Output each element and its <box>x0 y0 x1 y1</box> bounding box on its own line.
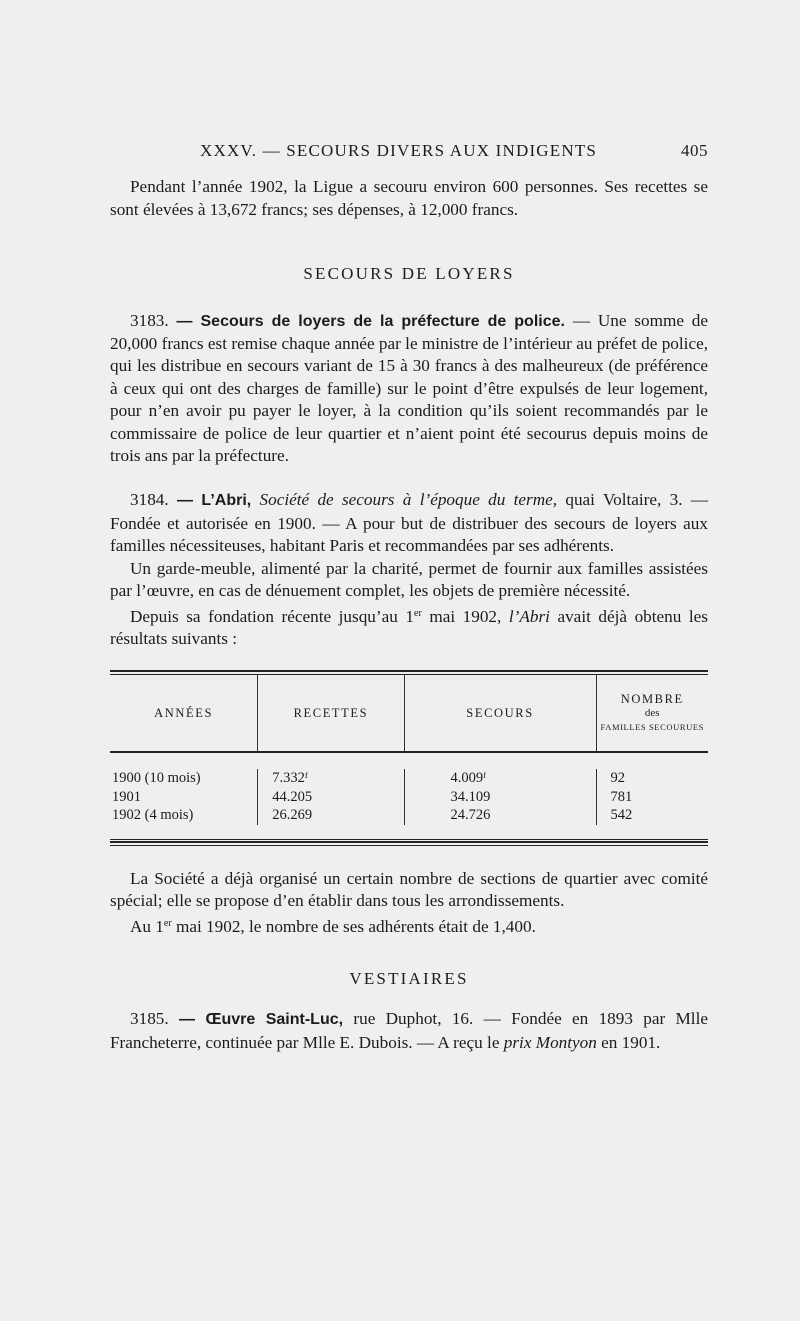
table-cell: 1900 (10 mois) <box>112 770 201 787</box>
entry-subtitle: Société de secours à l’époque du terme, <box>259 490 558 510</box>
column-annees <box>110 769 257 825</box>
table-cell: 7.332ᶠ <box>272 770 308 787</box>
header-nombre-line2: des <box>644 707 660 720</box>
entry-body: quai Voltaire, 3. — Fondée et autorisée en 1900. — A pour but de distribuer des secours de loyers aux familles nécessiteuses, habitant Paris et recommandées par ses adhérents. <box>110 490 709 556</box>
section-title-loyers: SECOURS DE LOYERS <box>303 264 515 284</box>
table-header <box>110 675 708 753</box>
table-cell: 24.726 <box>450 807 491 824</box>
header-nombre-line1: NOMBRE <box>620 692 684 707</box>
table-cell: 4.009ᶠ <box>450 770 487 787</box>
entry-number: 3183. <box>130 310 169 330</box>
book-page <box>110 140 708 1054</box>
table-cell: 1902 (4 mois) <box>112 807 194 824</box>
text: avait déjà obtenu les résultats suivants : <box>110 606 708 648</box>
header-nombre <box>596 675 708 751</box>
section-title-vestiaires: VESTIAIRES <box>349 969 469 989</box>
table-bottom-rule <box>110 841 708 846</box>
table-cell: 542 <box>610 807 633 824</box>
superscript: er <box>163 917 172 929</box>
entry-title: — Secours de loyers de la préfecture de police. <box>176 312 565 330</box>
table-cell: 1901 <box>112 788 141 805</box>
entry-3185 <box>110 1008 708 1054</box>
column-recettes <box>257 769 403 825</box>
entry-title: — L’Abri, <box>176 492 252 510</box>
superscript: er <box>414 607 422 619</box>
table-cell: 26.269 <box>272 807 313 824</box>
table-cell: 44.205 <box>272 788 313 805</box>
column-familles <box>596 769 708 825</box>
italic-text: l’Abri <box>508 606 550 626</box>
table-cell: 92 <box>610 770 626 787</box>
entry-body: rue Duphot, 16. — Fondée en 1893 par Mlle Francheterre, continuée par Mlle E. Dubois. — A reçu le <box>110 1009 708 1052</box>
header-nombre-line3: FAMILLES SECOURUES <box>600 722 704 733</box>
members-paragraph <box>110 913 708 938</box>
table-cell: 781 <box>610 788 633 805</box>
results-table <box>110 670 708 846</box>
entry-3183 <box>110 310 708 468</box>
header-recettes: RECETTES <box>257 675 403 751</box>
entry-3184-para3 <box>110 603 708 651</box>
text: mai 1902, le nombre de ses adhérents était de 1,400. <box>171 916 536 936</box>
table-cell: 34.109 <box>450 788 491 805</box>
header-secours: SECOURS <box>404 675 596 751</box>
entry-3184-para2: Un garde-meuble, alimenté par la charité, permet de fournir aux familles assistées par l’œuvre, en cas de dénuement complet, les objets de première nécessité. <box>110 558 708 601</box>
entry-number: 3185. <box>130 1009 169 1029</box>
column-secours <box>404 769 596 825</box>
entry-3184 <box>110 489 708 557</box>
entry-title: — Œuvre Saint-Luc, <box>179 1011 344 1029</box>
text: Depuis sa fondation récente jusqu’au 1 <box>130 606 414 626</box>
intro-paragraph: Pendant l’année 1902, la Ligue a secouru environ 600 personnes. Ses recettes se sont élevées à 13,672 francs; ses dépenses, à 12,000 francs. <box>110 177 708 219</box>
text: mai 1902, <box>421 606 509 626</box>
italic-text: prix Montyon <box>503 1032 597 1052</box>
entry-number: 3184. <box>130 490 169 510</box>
text: en 1901. <box>596 1032 661 1052</box>
page-header <box>200 140 708 162</box>
entry-body: — Une somme de 20,000 francs est remise chaque année par le ministre de l’intérieur au préfet de police, qui les distribue en secours variant de 15 à 30 francs à des malheureux (de préférence à ceux qui ont des charges de famille) sur le point d’être expulsés de leur logement, pour n’en avoir pu payer le loyer, à la condition qu’ils soient recommandés par le commissaire de police de leur quartier et n’aient point été secourus depuis moins de trois ans par la préfecture. <box>110 310 709 466</box>
text: Au 1 <box>130 916 164 936</box>
table-body <box>110 753 708 840</box>
header-annees: ANNÉES <box>154 706 214 721</box>
sections-paragraph: La Société a déjà organisé un certain nombre de sections de quartier avec comité spécial; elle se propose d’en établir dans tous les arrondissements. <box>110 868 708 911</box>
running-head: XXXV. — SECOURS DIVERS AUX INDIGENTS <box>200 141 598 160</box>
page-number: 405 <box>681 141 708 160</box>
